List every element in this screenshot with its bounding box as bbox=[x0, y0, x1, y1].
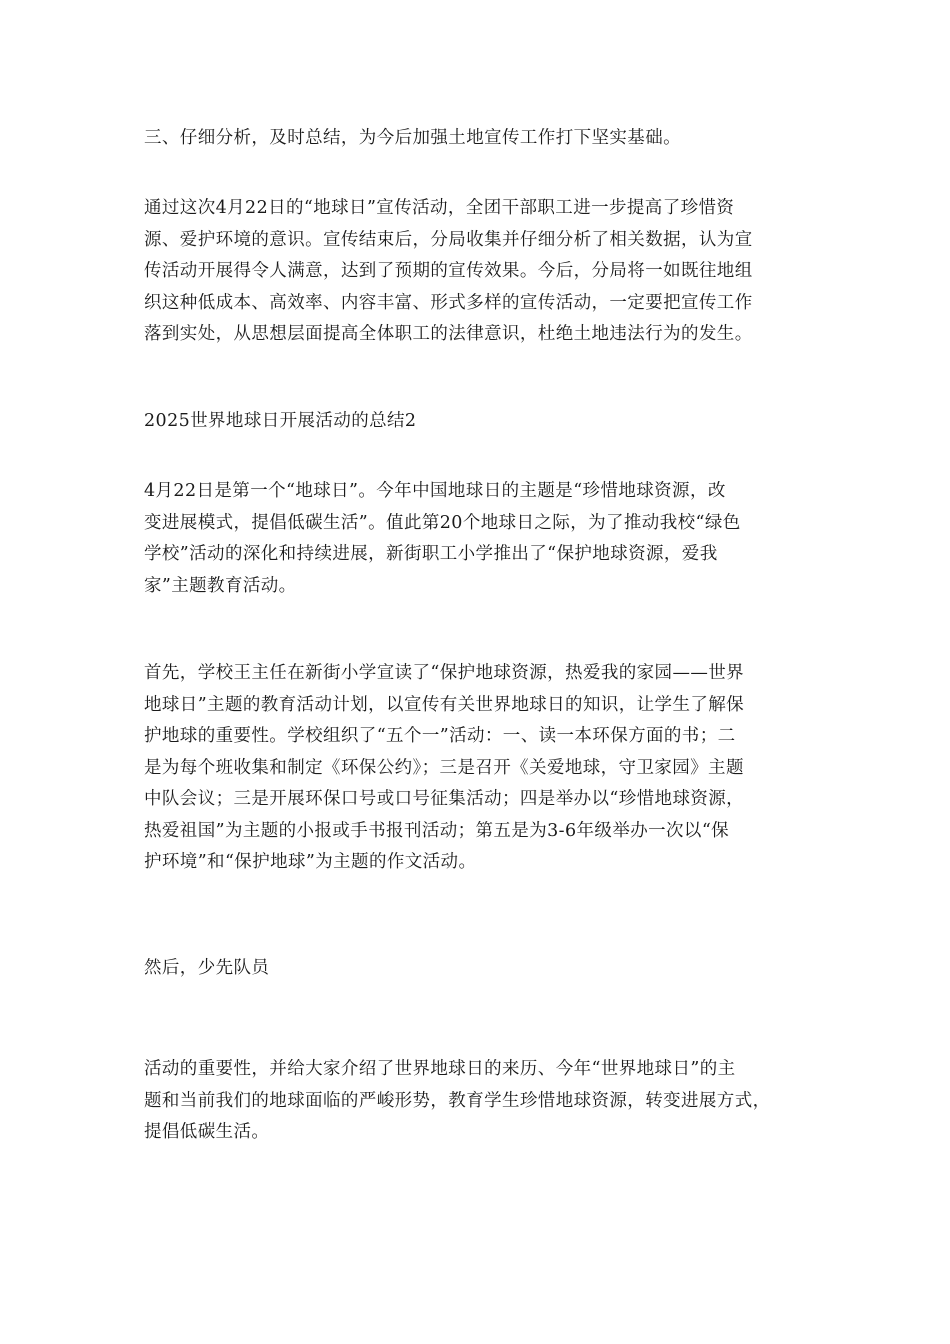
article-title-text: 2025世界地球日开展活动的总结2 bbox=[144, 411, 417, 431]
paragraph-1 bbox=[144, 193, 814, 351]
paragraph-line: 中队会议；三是开展环保口号或口号征集活动；四是举办以“珍惜地球资源， bbox=[144, 789, 745, 809]
paragraph-5 bbox=[144, 1054, 814, 1149]
paragraph-3 bbox=[144, 658, 814, 879]
paragraph-line: 首先，学校王主任在新街小学宣读了“保护地球资源，热爱我的家园——世界 bbox=[144, 663, 745, 683]
article-title bbox=[144, 406, 814, 438]
paragraph-line: 活动的重要性，并给大家介绍了世界地球日的来历、今年“世界地球日”的主 bbox=[144, 1059, 736, 1079]
paragraph-line: 题和当前我们的地球面临的严峻形势，教育学生珍惜地球资源，转变进展方式， bbox=[144, 1090, 771, 1111]
paragraph-line: 4月22日是第一个“地球日”。今年中国地球日的主题是“珍惜地球资源，改 bbox=[144, 481, 726, 501]
paragraph-line: 是为每个班收集和制定《环保公约》；三是召开《关爱地球，守卫家园》主题 bbox=[144, 757, 744, 778]
paragraph-2 bbox=[144, 476, 814, 602]
paragraph-line: 通过这次4月22日的“地球日”宣传活动，全团干部职工进一步提高了珍惜资 bbox=[144, 198, 735, 218]
paragraph-line: 提倡低碳生活。 bbox=[144, 1122, 270, 1142]
paragraph-line: 学校”活动的深化和持续进展，新街职工小学推出了“保护地球资源，爱我 bbox=[144, 544, 718, 564]
paragraph-line: 热爱祖国”为主题的小报或手书报刊活动；第五是为3-6年级举办一次以“保 bbox=[144, 820, 730, 841]
paragraph-line: 护地球的重要性。学校组织了“五个一”活动：一、读一本环保方面的书；二 bbox=[144, 726, 736, 746]
section-heading bbox=[144, 123, 814, 155]
paragraph-line: 变进展模式，提倡低碳生活”。值此第20个地球日之际，为了推动我校“绿色 bbox=[144, 512, 741, 533]
paragraph-line: 家”主题教育活动。 bbox=[144, 575, 297, 596]
paragraph-line: 源、爱护环境的意识。宣传结束后，分局收集并仔细分析了相关数据，认为宣 bbox=[144, 229, 753, 250]
paragraph-line: 落到实处，从思想层面提高全体职工的法律意识，杜绝土地违法行为的发生。 bbox=[144, 324, 753, 344]
paragraph-line: 护环境”和“保护地球”为主题的作文活动。 bbox=[144, 852, 477, 872]
paragraph-line: 然后，少先队员 bbox=[144, 958, 270, 978]
paragraph-4 bbox=[144, 953, 814, 985]
paragraph-line: 地球日”主题的教育活动计划，以宣传有关世界地球日的知识，让学生了解保 bbox=[144, 694, 745, 715]
section-heading-text: 三、仔细分析，及时总结，为今后加强土地宣传工作打下坚实基础。 bbox=[144, 128, 681, 148]
paragraph-line: 传活动开展得令人满意，达到了预期的宣传效果。今后，分局将一如既往地组 bbox=[144, 261, 753, 281]
paragraph-line: 织这种低成本、高效率、内容丰富、形式多样的宣传活动，一定要把宣传工作 bbox=[144, 292, 753, 313]
